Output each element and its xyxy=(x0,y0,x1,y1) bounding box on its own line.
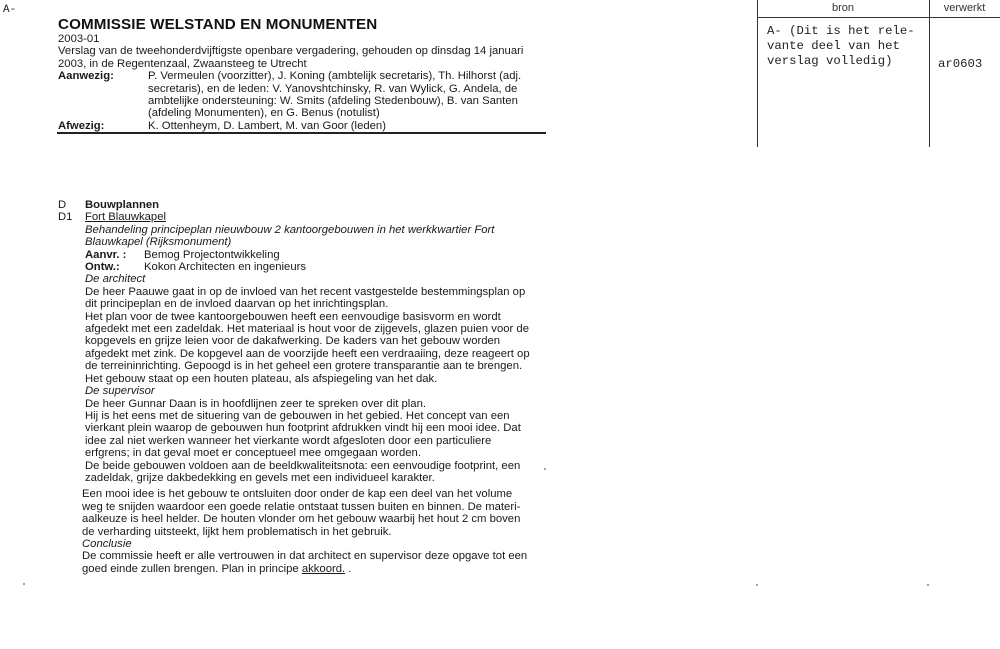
table-column-divider xyxy=(757,0,758,147)
text-line: afgedekt met zink. De kopgevel aan de voorzijde heeft een verdraaiing, deze reageert op xyxy=(85,347,530,360)
item-code: D1 xyxy=(58,211,73,224)
present-line: (afdeling Monumenten), en G. Benus (notulist) xyxy=(148,107,380,120)
text-line: erfgrens; in dat geval moet er conceptueel mee omgegaan worden. xyxy=(85,447,421,460)
architect-paragraph xyxy=(85,286,548,385)
conclusion-text: goed einde zullen brengen. Plan in principe xyxy=(82,562,302,575)
text-line: De heer Gunnar Daan is in hoofdlijnen zeer te spreken over dit plan. xyxy=(85,397,426,410)
meeting-number: 2003-01 xyxy=(58,33,100,45)
present-label: Aanwezig: xyxy=(58,70,114,83)
text-line: weg te snijden waardoor een goede relatie ontstaat tussen buiten en binnen. De materi- xyxy=(82,500,521,513)
margin-mark: A- xyxy=(3,4,17,16)
text-line: vierkant plein waarop de gebouwen hun footprint afdrukken vindt hij een mooi idee. Dat xyxy=(85,422,521,435)
conclusion-heading: Conclusie xyxy=(82,537,132,550)
present-list xyxy=(148,70,546,120)
item-title: Fort Blauwkapel xyxy=(85,211,166,224)
text-line: afgedekt met een zadeldak. Het materiaal is hout voor de zijgevels, glazen puien voor de xyxy=(85,323,529,336)
text-line: De beide gebouwen voldoen aan de beeldkwaliteitsnota: een eenvoudige footprint, een xyxy=(85,459,521,472)
scan-speck xyxy=(23,583,25,585)
meeting-intro-line: Verslag van de tweehonderdvijftigste openbare vergadering, gehouden op dinsdag 14 januari xyxy=(58,45,524,58)
scan-speck xyxy=(544,468,546,470)
text-line: De commissie heeft er alle vertrouwen in dat architect en supervisor deze opgave tot een xyxy=(82,550,528,563)
conclusion-suffix: . xyxy=(345,562,352,575)
scan-speck xyxy=(927,584,929,586)
header-divider xyxy=(57,132,546,134)
item-heading xyxy=(58,211,548,223)
text-line: Het plan voor de twee kantoorgebouwen heeft een eenvoudige basisvorm en wordt xyxy=(85,310,501,323)
section-code: D xyxy=(58,199,67,211)
subject-line: Blauwkapel (Rijksmonument) xyxy=(85,236,232,249)
verdict: akkoord. xyxy=(301,562,346,575)
column-header-bron: bron xyxy=(831,2,855,14)
present-row xyxy=(58,70,546,120)
present-line: secretaris), en de leden: V. Yanovshtchinsky, R. van Wylick, G. Andela, de xyxy=(148,82,518,95)
present-line: P. Vermeulen (voorzitter), J. Koning (ambtelijk secretaris), Th. Hilhorst (adj. xyxy=(148,70,522,83)
column-header-verwerkt: verwerkt xyxy=(943,2,986,14)
table-header-rule xyxy=(757,17,1000,18)
applicant-value: Bemog Projectontwikkeling xyxy=(144,248,280,261)
section-heading xyxy=(58,199,548,211)
absent-list: K. Ottenheym, D. Lambert, M. van Goor (leden) xyxy=(148,119,386,132)
section-title: Bouwplannen xyxy=(85,199,160,211)
present-line: ambtelijke ondersteuning: W. Smits (afdeling Stedenbouw), B. van Santen xyxy=(148,95,518,108)
applicant-row xyxy=(85,249,548,261)
bron-cell: A- (Dit is het rele- vante deel van het verslag volledig) xyxy=(767,24,915,69)
text-line: dit principeplan en de invloed daarvan op het inrichtingsplan. xyxy=(85,298,389,311)
conclusion-paragraph xyxy=(82,550,548,575)
text-line: de terreininrichting. Gepoogd is in het geheel een grotere transparantie aan te brengen. xyxy=(85,360,523,373)
text-line: Hij is het eens met de situering van de gebouwen in het gebied. Het concept van een xyxy=(85,409,510,422)
subject-line: Behandeling principeplan nieuwbouw 2 kantoorgebouwen in het werkkwartier Fort xyxy=(85,223,495,236)
text-line xyxy=(82,563,548,575)
architect-heading: De architect xyxy=(85,273,146,286)
document-body xyxy=(58,199,548,575)
verwerkt-cell: ar0603 xyxy=(938,57,983,71)
text-line: Het gebouw staat op een houten plateau, als afspiegeling van het dak. xyxy=(85,372,438,385)
text-line: Een mooi idee is het gebouw te ontsluiten door onder de kap een deel van het volume xyxy=(82,488,513,501)
scan-speck xyxy=(756,584,758,586)
designer-value: Kokon Architecten en ingenieurs xyxy=(144,261,307,274)
text-line: kopgevels en grijze leien voor de dakafwerking. De kaders van het gebouw worden xyxy=(85,335,501,348)
text-line: aalkeuze is heel helder. De houten vlonder om het gebouw waarbij het hout 2 cm boven xyxy=(82,513,521,526)
meeting-intro-line: 2003, in de Regentenzaal, Zwaansteeg te Utrecht xyxy=(58,57,307,70)
table-column-divider xyxy=(929,0,930,147)
designer-label: Ontw.: xyxy=(85,261,120,274)
text-line: idee zal niet werken wanneer het vierkante wordt afgesloten door een particuliere xyxy=(85,434,492,447)
absent-row xyxy=(58,120,546,132)
document-header xyxy=(58,16,546,132)
applicant-label: Aanvr. : xyxy=(85,248,127,261)
absent-label: Afwezig: xyxy=(58,119,105,132)
remark-paragraph xyxy=(82,488,548,538)
document-title: COMMISSIE WELSTAND EN MONUMENTEN xyxy=(58,16,378,33)
text-line: zadeldak, grijze dakbedekking en gevels met een individueel karakter. xyxy=(85,471,435,484)
supervisor-paragraph xyxy=(85,398,548,485)
text-line: de verharding uitsteekt, lijkt hem problematisch in het gebruik. xyxy=(82,525,392,538)
supervisor-heading: De supervisor xyxy=(85,385,155,398)
text-line: De heer Paauwe gaat in op de invloed van het recent vastgestelde bestemmingsplan op xyxy=(85,285,526,298)
designer-row xyxy=(85,261,548,273)
